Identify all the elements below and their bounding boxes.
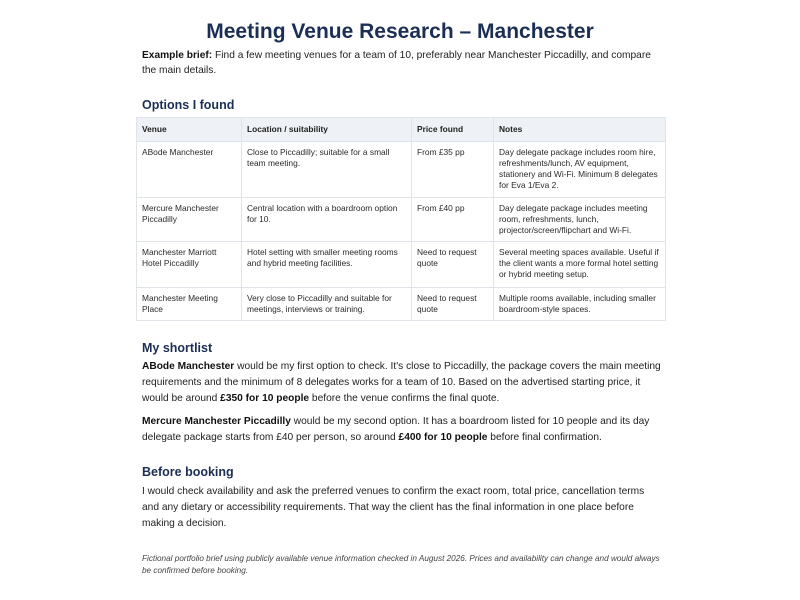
location-cell: Central location with a boardroom option for 10. [242,198,412,242]
shortlist-paragraph-second [142,414,662,446]
notes-cell: Several meeting spaces available. Useful if the client wants a more formal hotel setting or hybrid meeting setup. [494,242,666,288]
price-cell: From £35 pp [412,142,494,198]
brief-text: Find a few meeting venues for a team of 10, preferably near Manchester Piccadilly, and compare the main details. [142,50,651,76]
first-option-text: would be my first option to check. It's close to Piccadilly, the package covers the main meeting requirements and the minimum of 8 delegates works for a team of 10. Based on the advertised starting price, it would be around [142,361,661,404]
price-cell: Need to request quote [412,242,494,288]
notes-cell: Day delegate package includes room hire, refreshments/lunch, AV equipment, stationery and Wi-Fi. Minimum 8 delegates for Eva 1/Eva 2. [494,142,666,198]
table-row [137,288,666,321]
footnote: Fictional portfolio brief using publicly available venue information checked in August 2026. Prices and availability can change and would always be confirmed before booking. [142,554,660,575]
before-booking-paragraph: I would check availability and ask the preferred venues to confirm the exact room, total price, cancellation terms and any dietary or accessibility requirements. That way the client has the final information in one place before making a decision. [142,486,645,529]
table-header-row [137,118,666,142]
second-option-name: Mercure Manchester Piccadilly [142,416,291,427]
venue-options-table [136,117,666,321]
column-header-price: Price found [412,118,494,142]
table-row [137,242,666,288]
first-option-name: ABode Manchester [142,361,235,372]
shortlist-paragraph-first [142,359,662,407]
shortlist-heading: My shortlist [142,341,213,355]
location-cell: Close to Piccadilly; suitable for a small team meeting. [242,142,412,198]
second-option-price: £400 for 10 people [398,432,488,443]
column-header-venue: Venue [137,118,242,142]
example-brief [142,48,662,78]
second-option-text-end: before final confirmation. [487,432,602,443]
venue-name-cell: ABode Manchester [137,142,242,198]
column-header-location: Location / suitability [242,118,412,142]
column-header-notes: Notes [494,118,666,142]
venue-name-cell: Manchester Marriott Hotel Piccadilly [137,242,242,288]
before-booking-heading: Before booking [142,465,234,479]
venue-name-cell: Manchester Meeting Place [137,288,242,321]
price-cell: From £40 pp [412,198,494,242]
location-cell: Hotel setting with smaller meeting rooms and hybrid meeting facilities. [242,242,412,288]
table-row [137,198,666,242]
location-cell: Very close to Piccadilly and suitable for meetings, interviews or training. [242,288,412,321]
first-option-price: £350 for 10 people [220,393,310,404]
options-heading: Options I found [142,98,235,112]
notes-cell: Multiple rooms available, including smaller boardroom-style spaces. [494,288,666,321]
price-cell: Need to request quote [412,288,494,321]
brief-label: Example brief: [142,50,213,61]
venue-name-cell: Mercure Manchester Piccadilly [137,198,242,242]
second-option-text: would be my second option. It has a boardroom listed for 10 people and its day delegate package starts from £40 per person, so around [142,416,650,443]
table-row [137,142,666,198]
page-title: Meeting Venue Research – Manchester [206,20,594,43]
first-option-text-end: before the venue confirms the final quote. [309,393,500,404]
notes-cell: Day delegate package includes meeting room, refreshments, lunch, projector/screen/flipchart and Wi-Fi. [494,198,666,242]
